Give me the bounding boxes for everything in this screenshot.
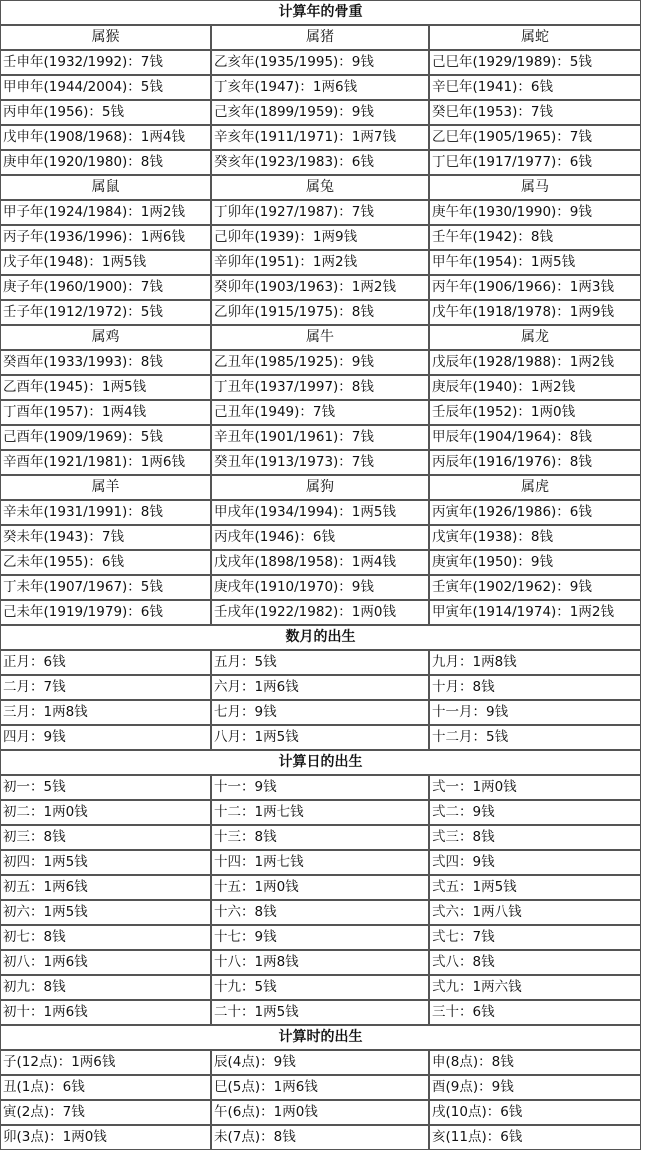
table-cell: 初六：1两5钱 [0, 900, 211, 925]
table-row [0, 425, 641, 450]
zodiac-header: 属羊 [0, 475, 211, 500]
section-title-month: 数月的出生 [0, 625, 641, 650]
table-cell: 癸酉年(1933/1993)：8钱 [0, 350, 211, 375]
table-row [0, 450, 641, 475]
table-cell: 戊辰年(1928/1988)：1两2钱 [429, 350, 641, 375]
table-cell: 壬申年(1932/1992)：7钱 [0, 50, 211, 75]
table-cell: 申(8点)：8钱 [429, 1050, 641, 1075]
table-cell: 酉(9点)：9钱 [429, 1075, 641, 1100]
table-cell: 癸亥年(1923/1983)：6钱 [211, 150, 429, 175]
table-cell: 初九：8钱 [0, 975, 211, 1000]
table-cell: 庚寅年(1950)：9钱 [429, 550, 641, 575]
table-cell: 二十：1两5钱 [211, 1000, 429, 1025]
table-cell: 二月：7钱 [0, 675, 211, 700]
zodiac-header: 属猴 [0, 25, 211, 50]
table-cell: 丙寅年(1926/1986)：6钱 [429, 500, 641, 525]
table-cell: 乙丑年(1985/1925)：9钱 [211, 350, 429, 375]
table-cell: 甲子年(1924/1984)：1两2钱 [0, 200, 211, 225]
table-cell: 丁卯年(1927/1987)：7钱 [211, 200, 429, 225]
table-row [0, 400, 641, 425]
table-cell: 十五：1两0钱 [211, 875, 429, 900]
table-cell: 弍七：7钱 [429, 925, 641, 950]
table-cell: 戊寅年(1938)：8钱 [429, 525, 641, 550]
table-cell: 乙卯年(1915/1975)：8钱 [211, 300, 429, 325]
table-cell: 辛亥年(1911/1971)：1两7钱 [211, 125, 429, 150]
table-cell: 庚戌年(1910/1970)：9钱 [211, 575, 429, 600]
table-cell: 弍二：9钱 [429, 800, 641, 825]
table-cell: 庚申年(1920/1980)：8钱 [0, 150, 211, 175]
table-cell: 六月：1两6钱 [211, 675, 429, 700]
table-cell: 丙午年(1906/1966)：1两3钱 [429, 275, 641, 300]
zodiac-header: 属猪 [211, 25, 429, 50]
table-row [0, 500, 641, 525]
table-cell: 戊子年(1948)：1两5钱 [0, 250, 211, 275]
table-row [0, 375, 641, 400]
table-row [0, 275, 641, 300]
table-cell: 初一：5钱 [0, 775, 211, 800]
table-cell: 癸巳年(1953)：7钱 [429, 100, 641, 125]
table-cell: 弍三：8钱 [429, 825, 641, 850]
table-cell: 十九：5钱 [211, 975, 429, 1000]
table-cell: 初五：1两6钱 [0, 875, 211, 900]
table-row [0, 1100, 641, 1125]
table-cell: 壬寅年(1902/1962)：9钱 [429, 575, 641, 600]
table-cell: 甲寅年(1914/1974)：1两2钱 [429, 600, 641, 625]
table-row [0, 850, 641, 875]
header-row [0, 325, 641, 350]
table-row [0, 200, 641, 225]
table-row [0, 975, 641, 1000]
table-row [0, 925, 641, 950]
zodiac-header: 属兔 [211, 175, 429, 200]
table-cell: 弍五：1两5钱 [429, 875, 641, 900]
table-cell: 庚子年(1960/1900)：7钱 [0, 275, 211, 300]
table-row [0, 900, 641, 925]
table-row [0, 950, 641, 975]
table-cell: 十六：8钱 [211, 900, 429, 925]
table-row [0, 1075, 641, 1100]
table-cell: 丁酉年(1957)：1两4钱 [0, 400, 211, 425]
table-cell: 乙巳年(1905/1965)：7钱 [429, 125, 641, 150]
table-cell: 丁巳年(1917/1977)：6钱 [429, 150, 641, 175]
zodiac-header: 属鼠 [0, 175, 211, 200]
table-cell: 庚午年(1930/1990)：9钱 [429, 200, 641, 225]
table-cell: 十一月：9钱 [429, 700, 641, 725]
table-cell: 辛巳年(1941)：6钱 [429, 75, 641, 100]
table-cell: 十八：1两8钱 [211, 950, 429, 975]
table-cell: 壬午年(1942)：8钱 [429, 225, 641, 250]
table-row [0, 1000, 641, 1025]
table-cell: 庚辰年(1940)：1两2钱 [429, 375, 641, 400]
table-cell: 丙子年(1936/1996)：1两6钱 [0, 225, 211, 250]
table-cell: 十七：9钱 [211, 925, 429, 950]
table-row [0, 675, 641, 700]
table-cell: 辛酉年(1921/1981)：1两6钱 [0, 450, 211, 475]
table-row [0, 150, 641, 175]
table-cell: 己酉年(1909/1969)：5钱 [0, 425, 211, 450]
table-row [0, 800, 641, 825]
table-cell: 丙申年(1956)：5钱 [0, 100, 211, 125]
table-cell: 丙辰年(1916/1976)：8钱 [429, 450, 641, 475]
zodiac-header: 属狗 [211, 475, 429, 500]
table-cell: 正月：6钱 [0, 650, 211, 675]
table-row [0, 250, 641, 275]
table-cell: 壬戌年(1922/1982)：1两0钱 [211, 600, 429, 625]
zodiac-header: 属鸡 [0, 325, 211, 350]
table-cell: 巳(5点)：1两6钱 [211, 1075, 429, 1100]
table-cell: 子(12点)：1两6钱 [0, 1050, 211, 1075]
table-cell: 辛卯年(1951)：1两2钱 [211, 250, 429, 275]
table-cell: 乙未年(1955)：6钱 [0, 550, 211, 575]
table-cell: 辰(4点)：9钱 [211, 1050, 429, 1075]
table-row [0, 100, 641, 125]
table-cell: 丙戌年(1946)：6钱 [211, 525, 429, 550]
table-cell: 己未年(1919/1979)：6钱 [0, 600, 211, 625]
table-cell: 丁亥年(1947)：1两6钱 [211, 75, 429, 100]
table-cell: 九月：1两8钱 [429, 650, 641, 675]
table-row [0, 550, 641, 575]
zodiac-header: 属虎 [429, 475, 641, 500]
table-cell: 弍一：1两0钱 [429, 775, 641, 800]
section-title-year: 计算年的骨重 [0, 0, 641, 25]
table-cell: 乙亥年(1935/1995)：9钱 [211, 50, 429, 75]
table-cell: 三月：1两8钱 [0, 700, 211, 725]
table-row [0, 1050, 641, 1075]
table-cell: 七月：9钱 [211, 700, 429, 725]
table-cell: 弍八：8钱 [429, 950, 641, 975]
table-cell: 八月：1两5钱 [211, 725, 429, 750]
table-cell: 甲午年(1954)：1两5钱 [429, 250, 641, 275]
table-cell: 午(6点)：1两0钱 [211, 1100, 429, 1125]
zodiac-header: 属蛇 [429, 25, 641, 50]
table-cell: 壬辰年(1952)：1两0钱 [429, 400, 641, 425]
table-cell: 初八：1两6钱 [0, 950, 211, 975]
table-row [0, 650, 641, 675]
table-cell: 十二月：5钱 [429, 725, 641, 750]
table-cell: 戊申年(1908/1968)：1两4钱 [0, 125, 211, 150]
table-cell: 初三：8钱 [0, 825, 211, 850]
table-cell: 戊戌年(1898/1958)：1两4钱 [211, 550, 429, 575]
table-row [0, 50, 641, 75]
table-cell: 弍九：1两六钱 [429, 975, 641, 1000]
section-title-hour: 计算时的出生 [0, 1025, 641, 1050]
table-row [0, 600, 641, 625]
table-row [0, 350, 641, 375]
table-cell: 十三：8钱 [211, 825, 429, 850]
table-cell: 初十：1两6钱 [0, 1000, 211, 1025]
zodiac-header: 属牛 [211, 325, 429, 350]
table-cell: 十二：1两七钱 [211, 800, 429, 825]
table-cell: 甲申年(1944/2004)：5钱 [0, 75, 211, 100]
table-row [0, 700, 641, 725]
table-cell: 己卯年(1939)：1两9钱 [211, 225, 429, 250]
table-cell: 壬子年(1912/1972)：5钱 [0, 300, 211, 325]
table-cell: 丑(1点)：6钱 [0, 1075, 211, 1100]
table-row [0, 1125, 641, 1150]
table-row [0, 775, 641, 800]
table-row [0, 825, 641, 850]
table-row [0, 225, 641, 250]
header-row [0, 175, 641, 200]
table-cell: 五月：5钱 [211, 650, 429, 675]
table-cell: 戌(10点)：6钱 [429, 1100, 641, 1125]
header-row [0, 25, 641, 50]
table-row [0, 525, 641, 550]
table-cell: 寅(2点)：7钱 [0, 1100, 211, 1125]
table-cell: 甲戌年(1934/1994)：1两5钱 [211, 500, 429, 525]
table-cell: 戊午年(1918/1978)：1两9钱 [429, 300, 641, 325]
table-cell: 弍四：9钱 [429, 850, 641, 875]
table-cell: 十四：1两七钱 [211, 850, 429, 875]
table-row [0, 75, 641, 100]
table-cell: 辛丑年(1901/1961)：7钱 [211, 425, 429, 450]
table-cell: 癸卯年(1903/1963)：1两2钱 [211, 275, 429, 300]
table-cell: 十月：8钱 [429, 675, 641, 700]
table-cell: 初七：8钱 [0, 925, 211, 950]
table-cell: 三十：6钱 [429, 1000, 641, 1025]
table-row [0, 575, 641, 600]
table-row [0, 300, 641, 325]
table-cell: 初四：1两5钱 [0, 850, 211, 875]
table-cell: 亥(11点)：6钱 [429, 1125, 641, 1150]
zodiac-header: 属马 [429, 175, 641, 200]
table-cell: 丁丑年(1937/1997)：8钱 [211, 375, 429, 400]
table-row [0, 875, 641, 900]
table-cell: 四月：9钱 [0, 725, 211, 750]
table-cell: 十一：9钱 [211, 775, 429, 800]
table-cell: 卯(3点)：1两0钱 [0, 1125, 211, 1150]
table-cell: 初二：1两0钱 [0, 800, 211, 825]
table-row [0, 125, 641, 150]
table-cell: 己亥年(1899/1959)：9钱 [211, 100, 429, 125]
table-cell: 己丑年(1949)：7钱 [211, 400, 429, 425]
table-cell: 弍六：1两八钱 [429, 900, 641, 925]
table-cell: 癸丑年(1913/1973)：7钱 [211, 450, 429, 475]
table-cell: 丁未年(1907/1967)：5钱 [0, 575, 211, 600]
table-cell: 未(7点)：8钱 [211, 1125, 429, 1150]
table-cell: 癸未年(1943)：7钱 [0, 525, 211, 550]
table-cell: 甲辰年(1904/1964)：8钱 [429, 425, 641, 450]
zodiac-header: 属龙 [429, 325, 641, 350]
table-cell: 辛未年(1931/1991)：8钱 [0, 500, 211, 525]
table-cell: 乙酉年(1945)：1两5钱 [0, 375, 211, 400]
table-row [0, 725, 641, 750]
table-cell: 己巳年(1929/1989)：5钱 [429, 50, 641, 75]
header-row [0, 475, 641, 500]
section-title-day: 计算日的出生 [0, 750, 641, 775]
